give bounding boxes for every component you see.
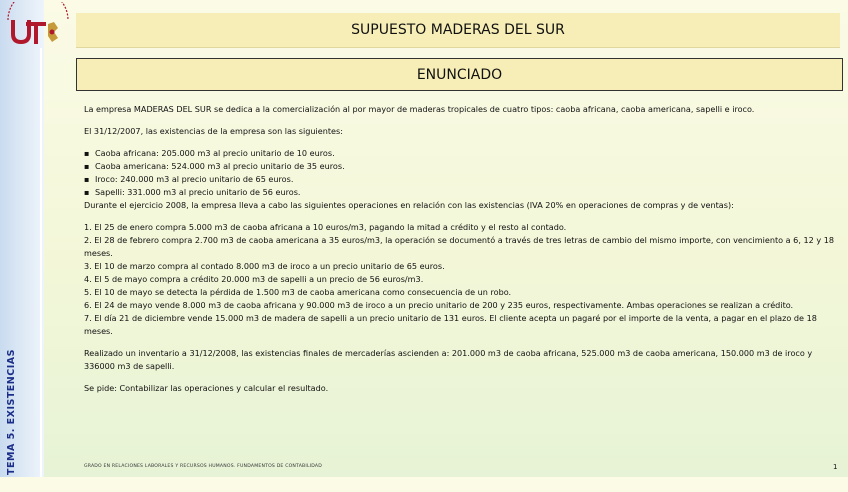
intro-paragraph: La empresa MADERAS DEL SUR se dedica a la comercialización al por mayor de maderas tropicales de cuatro tipos: caoba africana, caoba americana, sapelli e iroco. <box>84 104 755 114</box>
operation-item: 6. El 24 de mayo vende 8.000 m3 de caoba africana y 90.000 m3 de iroco a un precio unitario de 200 y 235 euros, respectivamente. Ambas operaciones se realizan a crédito. <box>84 300 794 310</box>
list-item: ▪ Iroco: 240.000 m3 al precio unitario de 65 euros. <box>84 173 836 186</box>
operation-item: 3. El 10 de marzo compra al contado 8.000 m3 de iroco a un precio unitario de 65 euros. <box>84 261 445 271</box>
operation-item: 4. El 5 de mayo compra a crédito 20.000 m3 de sapelli a un precio de 56 euros/m3. <box>84 274 424 284</box>
page-title: SUPUESTO MADERAS DEL SUR <box>76 13 840 48</box>
topic-label: TEMA 5. EXISTENCIAS <box>6 349 17 475</box>
operation-item: 7. El día 21 de diciembre vende 15.000 m3 de madera de sapelli a un precio unitario de 131 euros. El cliente acepta un pagaré por el importe de la venta, a pagar en el plazo de 18 meses. <box>84 313 817 336</box>
operation-item: 5. El 10 de mayo se detecta la pérdida de 1.500 m3 de caoba americana como consecuencia de un robo. <box>84 287 512 297</box>
page-number: 1 <box>833 463 838 471</box>
list-item: ▪ Sapelli: 331.000 m3 al precio unitario de 56 euros. <box>84 186 836 199</box>
stocks-intro: El 31/12/2007, las existencias de la empresa son las siguientes: <box>84 126 343 136</box>
task-paragraph: Se pide: Contabilizar las operaciones y calcular el resultado. <box>84 383 329 393</box>
footer-text: GRADO EN RELACIONES LABORALES Y RECURSOS HUMANOS. FUNDAMENTOS DE CONTABILIDAD <box>84 464 323 469</box>
operations-intro: Durante el ejercicio 2008, la empresa lleva a cabo las siguientes operaciones en relación con las existencias (IVA 20% en operaciones de compras y de ventas): <box>84 200 734 210</box>
university-logo <box>2 2 74 48</box>
operation-item: 2. El 28 de febrero compra 2.700 m3 de caoba americana a 35 euros/m3, la operación se documentó a través de tres letras de cambio del mismo importe, con vencimiento a 6, 12 y 18 meses. <box>84 235 835 258</box>
list-item: ▪ Caoba africana: 205.000 m3 al precio unitario de 10 euros. <box>84 147 836 160</box>
list-item: ▪ Caoba americana: 524.000 m3 al precio unitario de 35 euros. <box>84 160 836 173</box>
statement-body <box>84 103 836 395</box>
stock-list <box>84 147 836 199</box>
section-heading: ENUNCIADO <box>76 58 843 91</box>
inventory-paragraph: Realizado un inventario a 31/12/2008, las existencias finales de mercaderías ascienden a: 201.000 m3 de caoba africana, 525.000 m3 de caoba americana, 150.000 m3 de iroco y 336000 m3 de sapelli. <box>84 348 813 371</box>
sidebar-divider <box>40 48 42 477</box>
operation-item: 1. El 25 de enero compra 5.000 m3 de caoba africana a 10 euros/m3, pagando la mitad a crédito y el resto al contado. <box>84 222 567 232</box>
